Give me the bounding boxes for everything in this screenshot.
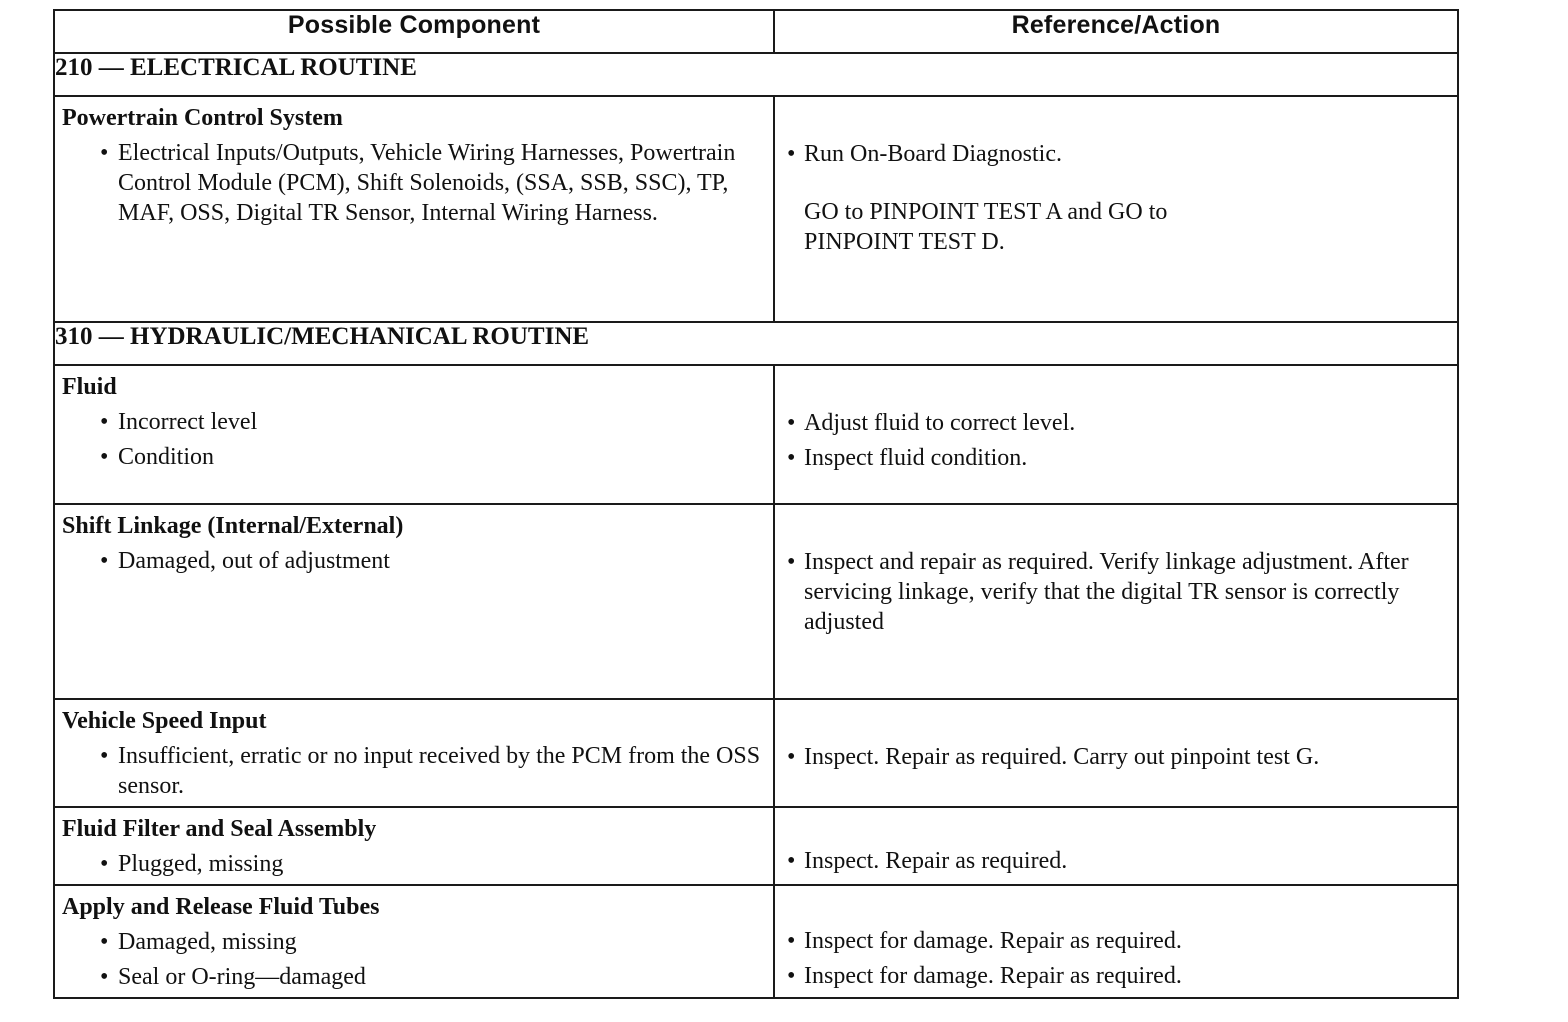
component-title: Apply and Release Fluid Tubes	[62, 894, 380, 920]
component-cell	[54, 504, 774, 699]
header-row	[54, 10, 1458, 53]
action-items	[775, 926, 1457, 991]
table-row	[54, 504, 1458, 699]
action-cell	[774, 365, 1458, 504]
table-row	[54, 699, 1458, 807]
component-cell	[54, 885, 774, 998]
action-note: GO to PINPOINT TEST A and GO to PINPOINT TEST D.	[804, 199, 1168, 255]
component-item: • Incorrect level	[99, 407, 763, 437]
action-item: • Inspect for damage. Repair as required.	[787, 926, 1439, 956]
table-row	[54, 807, 1458, 885]
action-item: • Adjust fluid to correct level.	[787, 408, 1439, 438]
component-item: • Plugged, missing	[99, 849, 763, 879]
component-cell	[54, 807, 774, 885]
action-item: • Inspect. Repair as required. Carry out pinpoint test G.	[787, 742, 1439, 772]
action-item: • Inspect and repair as required. Verify linkage adjustment. After servicing linkage, verify that the digital TR sensor is correctly adjusted	[787, 547, 1439, 637]
action-cell	[774, 885, 1458, 998]
column-header-action: Reference/Action	[774, 10, 1458, 53]
table-row	[54, 96, 1458, 322]
action-cell	[774, 96, 1458, 322]
component-title: Powertrain Control System	[62, 105, 343, 131]
action-item: • Inspect fluid condition.	[787, 443, 1439, 473]
table-row	[54, 365, 1458, 504]
table-row	[54, 885, 1458, 998]
column-header-component: Possible Component	[54, 10, 774, 53]
action-item: • Inspect for damage. Repair as required.	[787, 961, 1439, 991]
component-items	[55, 546, 773, 576]
action-item: • Run On-Board Diagnostic.	[787, 139, 1439, 169]
action-items	[775, 139, 1457, 169]
component-items	[55, 138, 773, 228]
action-items	[775, 846, 1457, 876]
component-title: Fluid Filter and Seal Assembly	[62, 816, 377, 842]
section-row	[54, 53, 1458, 96]
component-item: • Damaged, missing	[99, 927, 763, 957]
action-item: • Inspect. Repair as required.	[787, 846, 1439, 876]
component-title: Fluid	[62, 374, 117, 400]
component-item: • Condition	[99, 442, 763, 472]
component-item: • Electrical Inputs/Outputs, Vehicle Wiring Harnesses, Powertrain Control Module (PCM), Shift Solenoids, (SSA, SSB, SSC), TP, MAF, OSS, Digital TR Sensor, Internal Wiring Harness.	[99, 138, 763, 228]
action-items	[775, 547, 1457, 637]
section-title-hydraulic: 310 — HYDRAULIC/MECHANICAL ROUTINE	[54, 322, 1458, 365]
component-items	[55, 927, 773, 992]
component-cell	[54, 96, 774, 322]
component-title: Vehicle Speed Input	[62, 708, 267, 734]
component-cell	[54, 365, 774, 504]
diagnosis-table	[53, 9, 1459, 999]
component-item: • Insufficient, erratic or no input received by the PCM from the OSS sensor.	[99, 741, 763, 801]
component-items	[55, 741, 773, 801]
component-cell	[54, 699, 774, 807]
action-cell	[774, 699, 1458, 807]
section-row	[54, 322, 1458, 365]
component-item: • Seal or O-ring—damaged	[99, 962, 763, 992]
component-items	[55, 849, 773, 879]
section-title-electrical: 210 — ELECTRICAL ROUTINE	[54, 53, 1458, 96]
component-title: Shift Linkage (Internal/External)	[62, 513, 404, 539]
action-items	[775, 408, 1457, 473]
action-cell	[774, 504, 1458, 699]
component-items	[55, 407, 773, 472]
action-items	[775, 742, 1457, 772]
component-item: • Damaged, out of adjustment	[99, 546, 763, 576]
action-cell	[774, 807, 1458, 885]
